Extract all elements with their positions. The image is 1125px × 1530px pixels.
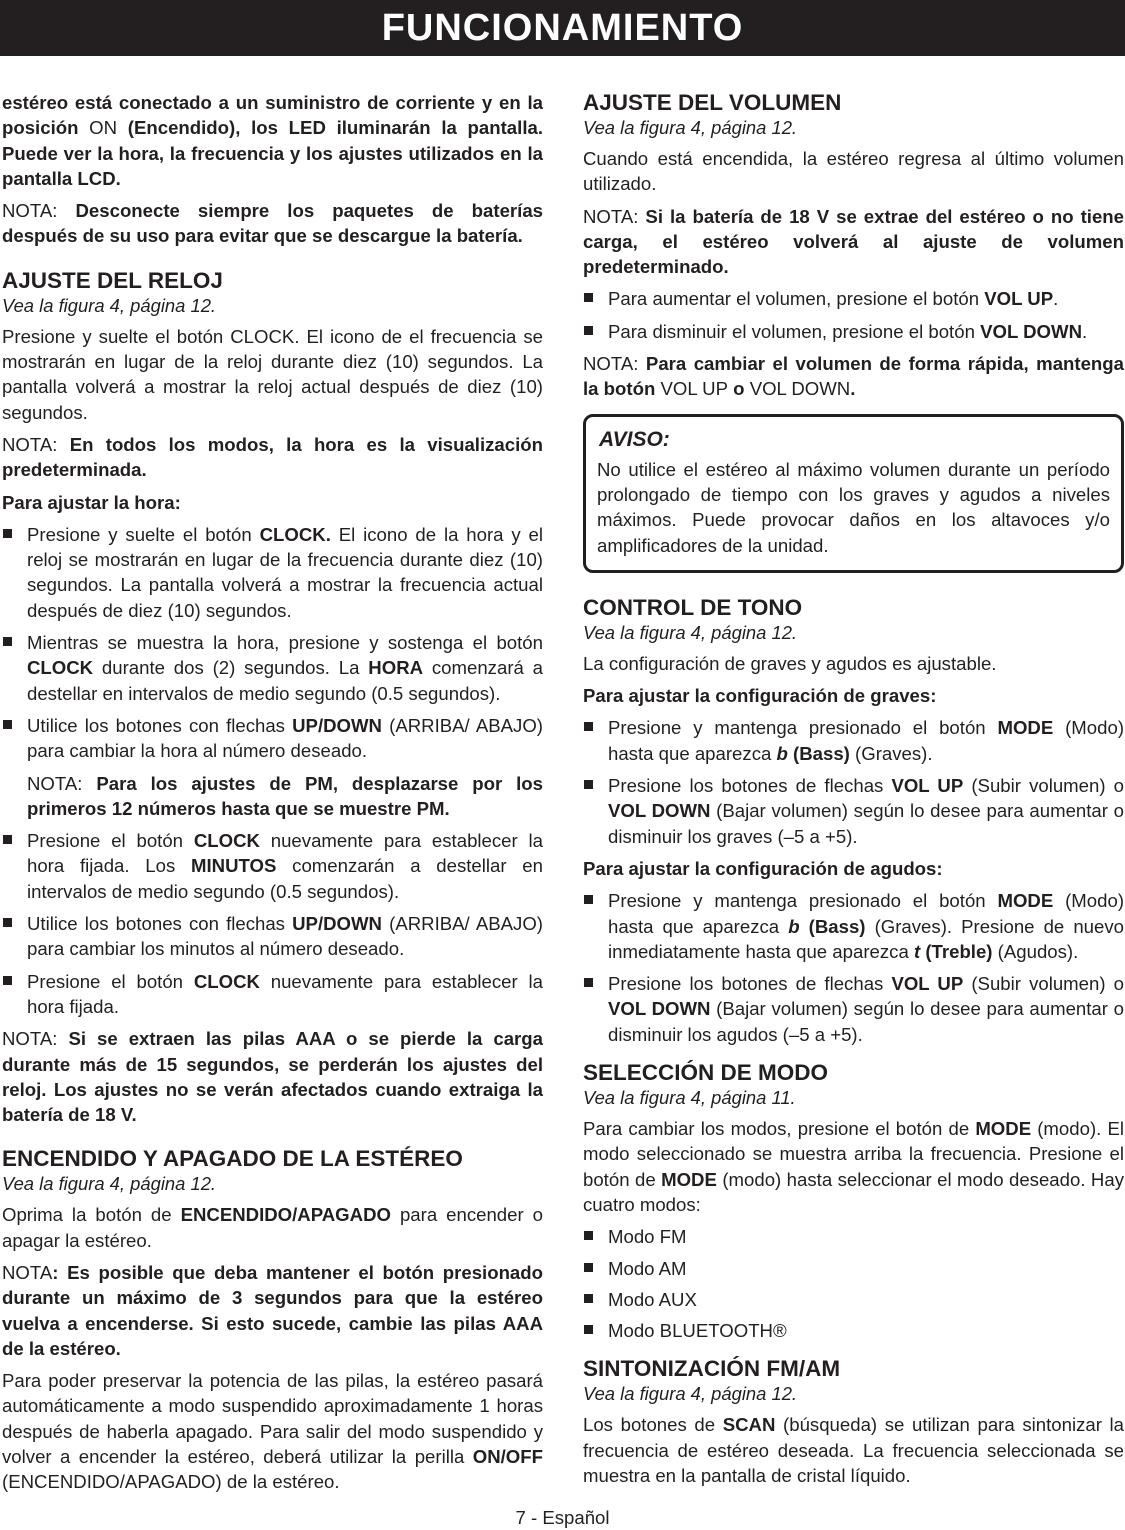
mode-item: Modo FM [583, 1224, 1124, 1249]
mode-item: Modo AUX [583, 1287, 1124, 1312]
paragraph: Presione y suelte el botón CLOCK. El icono de el frecuencia se mostrarán en lugar de la reloj durante diez (10) segundos. La pantalla volverá a mostrar la reloj actual después de diez (10) segundos. [2, 325, 543, 423]
figure-reference: Vea la figura 4, página 12. [2, 1173, 217, 1195]
page-title: FUNCIONAMIENTO [381, 7, 744, 49]
mode-item: Modo AM [583, 1256, 1124, 1281]
intro-paragraph: estéreo está conectado a un suministro de corriente y en la posición ON (Encendido), los LED iluminarán la pantalla. Puede ver la hora, la frecuencia y los ajustes utilizados en la pantalla LCD. [2, 92, 543, 189]
list-item: Utilice los botones con flechas UP/DOWN (ARRIBA/ ABAJO) para cambiar los minutos al número deseado. [2, 911, 543, 962]
list-item: Presione los botones de flechas VOL UP (Subir volumen) o VOL DOWN (Bajar volumen) según lo desee para aumentar o disminuir los graves (–5 a +5). [583, 773, 1124, 849]
list-item: Presione el botón CLOCK nuevamente para establecer la hora fijada. Los MINUTOS comenzarán a destellar en intervalos de medio segundo (0.5 segundos). [2, 828, 543, 904]
page-number: 7 - Español [515, 1507, 610, 1528]
heading-sintonizacion: SINTONIZACIÓN FM/AM [583, 1356, 841, 1382]
paragraph: Cuando está encendida, la estéreo regresa al último volumen utilizado. [583, 148, 1124, 195]
heading-control-tono: CONTROL DE TONO [583, 594, 803, 620]
list-item: Presione y mantenga presionado el botón MODE (Modo) hasta que aparezca b (Bass) (Graves). [583, 715, 1124, 766]
page-footer [0, 1506, 1125, 1530]
paragraph: Oprima la botón de ENCENDIDO/APAGADO para encender o apagar la estéreo. [2, 1204, 543, 1251]
heading-ajuste-reloj: AJUSTE DEL RELOJ [2, 267, 223, 293]
figure-reference: Vea la figura 4, página 12. [583, 1383, 798, 1405]
list-item: Presione los botones de flechas VOL UP (Subir volumen) o VOL DOWN (Bajar volumen) según lo desee para aumentar o disminuir los agudos (–5 a +5). [583, 971, 1124, 1047]
section-banner [0, 0, 1125, 56]
heading-ajuste-volumen: AJUSTE DEL VOLUMEN [583, 90, 842, 115]
subheading: Para ajustar la hora: [2, 491, 181, 513]
note: NOTA: Es posible que deba mantener el botón presionado durante un máximo de 3 segundos para que la estéreo vuelva a encenderse. Si esto sucede, cambie las pilas AAA de la estéreo. [2, 1261, 543, 1359]
list-item: Para disminuir el volumen, presione el botón VOL DOWN. [583, 319, 1124, 344]
paragraph: Los botones de SCAN (búsqueda) se utilizan para sintonizar la frecuencia de estéreo deseada. La frecuencia seleccionada se muestra en la pantalla de cristal líquido. [583, 1414, 1125, 1486]
warning-text: No utilice el estéreo al máximo volumen durante un período prolongado de tiempo con los graves y agudos a niveles máximos. Puede provocar daños en los altavoces y/o amplificadores de la unidad. [597, 458, 1110, 556]
bullet-list [583, 888, 1124, 1047]
subheading: Para ajustar la configuración de agudos: [583, 857, 943, 879]
figure-reference: Vea la figura 4, página 11. [583, 1087, 796, 1109]
figure-reference: Vea la figura 4, página 12. [2, 294, 217, 316]
note: NOTA: Para cambiar el volumen de forma rápida, mantenga la botón VOL UP o VOL DOWN. [583, 353, 1124, 400]
heading-seleccion-modo: SELECCIÓN DE MODO [583, 1060, 829, 1086]
warning-title: AVISO: [599, 427, 670, 451]
mode-list [583, 1224, 1124, 1343]
figure-reference: Vea la figura 4, página 12. [583, 117, 798, 138]
list-item: Presione y mantenga presionado el botón MODE (Modo) hasta que aparezca b (Bass) (Graves). Presione de nuevo inmediatamente hasta que aparezca t (Treble) (Agudos). [583, 888, 1124, 964]
figure-reference: Vea la figura 4, página 12. [583, 621, 798, 643]
paragraph: La configuración de graves y agudos es ajustable. [583, 652, 997, 674]
paragraph: Para poder preservar la potencia de las pilas, la estéreo pasará automáticamente a modo suspendido aproximadamente 1 horas después de haberla apagado. Para salir del modo suspendido y volver a encender la estéreo, deberá utilizar la perilla ON/OFF (ENCENDIDO/APAGADO) de la estéreo. [2, 1370, 543, 1493]
note: NOTA: En todos los modos, la hora es la visualización predeterminada. [2, 433, 543, 481]
list-item: Utilice los botones con flechas UP/DOWN (ARRIBA/ ABAJO) para cambiar la hora al número deseado. [2, 713, 543, 764]
list-item: Presione y suelte el botón CLOCK. El icono de la hora y el reloj se mostrarán en lugar de la frecuencia durante diez (10) segundos. La pantalla volverá a mostrar la frecuencia actual después de diez (10) segundos. [2, 522, 543, 623]
list-item: Para aumentar el volumen, presione el botón VOL UP. [583, 286, 1124, 311]
bullet-list [2, 522, 543, 1019]
left-column [2, 90, 543, 1502]
right-column [583, 90, 1124, 1495]
note: NOTA: Si se extraen las pilas AAA o se pierde la carga durante más de 15 segundos, se perderán los ajustes del reloj. Los ajustes no se verán afectados cuando extraiga la batería de 18 V. [2, 1028, 543, 1126]
subheading: Para ajustar la configuración de graves: [583, 685, 937, 707]
list-item: Mientras se muestra la hora, presione y sostenga el botón CLOCK durante dos (2) segundos. La HORA comenzará a destellar en intervalos de medio segundo (0.5 segundos). [2, 630, 543, 706]
paragraph: Para cambiar los modos, presione el botón de MODE (modo). El modo seleccionado se muestra arriba la frecuencia. Presione el botón de MODE (modo) hasta seleccionar el modo deseado. Hay cuatro modos: [583, 1118, 1124, 1215]
list-item: Presione el botón CLOCK nuevamente para establecer la hora fijada. [2, 969, 543, 1020]
bullet-list [583, 286, 1124, 344]
intro-note: NOTA: Desconecte siempre los paquetes de baterías después de su uso para evitar que se descargue la batería. [2, 200, 543, 247]
warning-box [583, 414, 1124, 573]
mode-item: Modo BLUETOOTH® [583, 1318, 1124, 1343]
heading-encendido: ENCENDIDO Y APAGADO DE LA ESTÉREO [2, 1146, 463, 1172]
note: NOTA: Si la batería de 18 V se extrae del estéreo o no tiene carga, el estéreo volverá al ajuste de volumen predeterminado. [583, 205, 1124, 278]
list-note: NOTA: Para los ajustes de PM, desplazarse por los primeros 12 números hasta que se muestre PM. [27, 772, 543, 819]
bullet-list [583, 715, 1124, 848]
